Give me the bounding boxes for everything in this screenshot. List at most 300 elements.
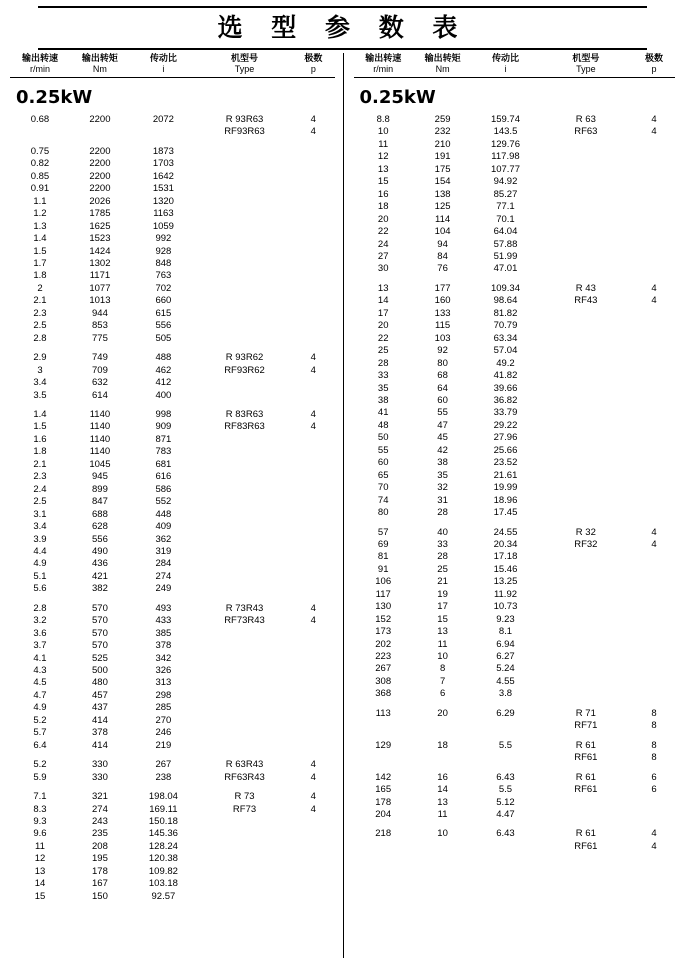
table-row-spacer <box>354 701 676 708</box>
cell-poles: 8 <box>651 707 657 719</box>
cell-output-speed: 15 <box>34 890 46 902</box>
table-row <box>354 576 676 588</box>
table-row <box>354 114 676 126</box>
cell-output-torque: 1140 <box>89 446 111 458</box>
cell-output-torque: 55 <box>437 407 448 419</box>
cell-type <box>539 639 633 651</box>
right-column-header <box>354 53 676 75</box>
cell-ratio: 6.27 <box>496 651 515 663</box>
table-row <box>354 189 676 201</box>
cell-type <box>197 171 292 183</box>
cell-ratio: 362 <box>155 533 172 545</box>
table-row <box>354 295 676 307</box>
cell-output-speed: 5.9 <box>33 771 47 783</box>
cell-output-torque: 31 <box>437 494 448 506</box>
table-row-spacer <box>10 402 335 409</box>
table-row <box>354 495 676 507</box>
cell-output-speed: 3.5 <box>33 389 47 401</box>
cell-poles <box>633 139 675 151</box>
table-row <box>354 395 676 407</box>
table-row <box>10 471 335 483</box>
header-output-torque-cn: 输出转矩 <box>81 53 118 63</box>
cell-output-torque: 208 <box>92 840 108 852</box>
cell-ratio: 342 <box>155 652 172 664</box>
title-rule-bottom <box>38 48 647 50</box>
cell-type: RF73 <box>232 803 257 815</box>
table-row <box>354 564 676 576</box>
cell-output-torque: 382 <box>92 583 108 595</box>
cell-poles <box>633 676 675 688</box>
cell-output-speed: 2 <box>37 282 43 294</box>
cell-type <box>197 853 292 865</box>
cell-output-speed: 4.9 <box>33 702 47 714</box>
cell-type: RF93R62 <box>224 364 265 376</box>
cell-output-speed: 3.4 <box>33 377 47 389</box>
table-row <box>10 521 335 533</box>
table-row <box>10 878 335 890</box>
cell-output-speed: 2.8 <box>33 602 47 614</box>
cell-output-torque: 84 <box>437 250 448 262</box>
cell-output-torque: 19 <box>437 588 448 600</box>
cell-poles: 4 <box>310 759 316 771</box>
table-row <box>10 390 335 402</box>
header-output-torque-unit: Nm <box>435 64 450 74</box>
cell-type <box>197 146 292 158</box>
cell-ratio: 505 <box>155 332 172 344</box>
cell-output-torque: 414 <box>92 739 108 751</box>
cell-ratio: 1873 <box>152 145 174 157</box>
table-row <box>10 677 335 689</box>
cell-type <box>197 878 292 890</box>
cell-output-speed: 4.5 <box>33 677 47 689</box>
cell-ratio: 433 <box>155 615 172 627</box>
cell-output-speed: 9.6 <box>33 828 47 840</box>
cell-type <box>539 663 633 675</box>
header-type-cn: 机型号 <box>572 53 600 63</box>
table-row <box>10 283 335 295</box>
cell-type <box>539 320 633 332</box>
cell-poles <box>292 434 334 446</box>
cell-poles <box>292 841 334 853</box>
cell-output-torque: 2200 <box>89 170 111 182</box>
cell-output-torque: 688 <box>92 508 108 520</box>
cell-poles: 4 <box>310 364 316 376</box>
table-row <box>354 841 676 853</box>
cell-poles <box>633 407 675 419</box>
left-power-label: 0.25kW <box>16 87 93 108</box>
table-row <box>10 816 335 828</box>
cell-type <box>197 640 292 652</box>
cell-output-speed: 74 <box>377 494 389 506</box>
cell-output-speed: 5.2 <box>33 714 47 726</box>
cell-type <box>539 809 633 821</box>
cell-type <box>539 333 633 345</box>
cell-type: R 73 <box>234 791 255 803</box>
spacer-cell <box>354 520 676 527</box>
table-row <box>354 482 676 494</box>
cell-output-torque: 33 <box>437 538 448 550</box>
cell-output-speed: 204 <box>375 809 392 821</box>
cell-type <box>197 283 292 295</box>
cell-type <box>539 601 633 613</box>
cell-output-torque: 175 <box>434 163 451 175</box>
table-row <box>10 459 335 471</box>
cell-poles <box>633 564 675 576</box>
cell-poles: 6 <box>651 784 657 796</box>
spacer-cell <box>354 821 676 828</box>
table-row <box>354 639 676 651</box>
cell-poles <box>633 333 675 345</box>
cell-output-speed: 1.1 <box>33 195 47 207</box>
cell-type <box>197 446 292 458</box>
cell-poles <box>292 628 334 640</box>
cell-ratio: 150.18 <box>148 816 178 828</box>
cell-type: R 61 <box>575 771 596 783</box>
cell-type: RF63R43 <box>224 771 265 783</box>
table-row <box>10 583 335 595</box>
cell-output-speed: 0.82 <box>30 158 50 170</box>
cell-ratio: 18.96 <box>493 494 518 506</box>
header-output-speed-unit: r/min <box>29 64 50 74</box>
table-row <box>10 866 335 878</box>
table-row <box>354 445 676 457</box>
table-row <box>10 571 335 583</box>
table-row <box>10 828 335 840</box>
table-row <box>10 546 335 558</box>
cell-output-torque: 2200 <box>89 183 111 195</box>
cell-ratio: 107.77 <box>490 163 520 175</box>
cell-ratio: 51.99 <box>493 250 518 262</box>
cell-ratio: 8.1 <box>498 626 513 638</box>
cell-poles: 4 <box>310 602 316 614</box>
table-row <box>354 651 676 663</box>
table-row-spacer <box>354 520 676 527</box>
cell-output-speed: 2.3 <box>33 471 47 483</box>
cell-output-torque: 709 <box>92 364 108 376</box>
cell-ratio: 448 <box>155 508 172 520</box>
cell-poles <box>292 377 334 389</box>
cell-ratio: 702 <box>155 282 172 294</box>
header-ratio-unit: i <box>162 64 165 74</box>
table-row <box>10 270 335 282</box>
cell-output-speed: 3.1 <box>33 508 47 520</box>
cell-ratio: 267 <box>155 759 172 771</box>
cell-type: RF61 <box>574 752 598 764</box>
table-row <box>354 457 676 469</box>
cell-ratio: 4.55 <box>496 675 515 687</box>
cell-poles <box>292 546 334 558</box>
cell-output-speed: 2.5 <box>33 320 47 332</box>
cell-type <box>539 226 633 238</box>
table-row-spacer <box>354 821 676 828</box>
cell-type <box>197 258 292 270</box>
table-row <box>10 446 335 458</box>
cell-ratio: 871 <box>155 433 172 445</box>
cell-poles <box>633 151 675 163</box>
cell-type <box>539 239 633 251</box>
cell-output-speed: 129 <box>375 739 392 751</box>
cell-output-torque: 570 <box>92 615 108 627</box>
cell-poles <box>292 246 334 258</box>
cell-output-speed: 65 <box>377 469 389 481</box>
table-row <box>354 251 676 263</box>
cell-output-torque: 1140 <box>89 421 111 433</box>
cell-output-torque: 330 <box>92 759 108 771</box>
page-title: 选 型 参 数 表 <box>217 13 468 42</box>
cell-output-speed: 18 <box>377 201 389 213</box>
cell-output-torque: 775 <box>92 332 108 344</box>
cell-poles: 4 <box>651 538 657 550</box>
cell-output-torque: 853 <box>92 320 108 332</box>
cell-output-torque: 570 <box>92 602 108 614</box>
cell-poles <box>633 308 675 320</box>
table-row <box>354 139 676 151</box>
cell-output-speed: 173 <box>375 626 392 638</box>
cell-output-speed: 33 <box>377 370 389 382</box>
cell-type <box>539 482 633 494</box>
table-row <box>10 615 335 627</box>
cell-type <box>197 196 292 208</box>
cell-output-speed: 3.6 <box>33 627 47 639</box>
cell-output-speed: 0.85 <box>30 170 50 182</box>
table-row <box>354 589 676 601</box>
left-column <box>10 53 343 958</box>
left-data-body <box>10 114 335 903</box>
cell-poles <box>633 809 675 821</box>
cell-type <box>539 370 633 382</box>
cell-output-speed: 308 <box>375 675 392 687</box>
cell-ratio: 81.82 <box>493 307 518 319</box>
cell-output-torque: 138 <box>434 188 451 200</box>
cell-poles: 4 <box>310 791 316 803</box>
cell-poles: 4 <box>651 295 657 307</box>
cell-ratio: 77.1 <box>496 201 515 213</box>
cell-output-torque: 2200 <box>89 114 111 125</box>
cell-poles <box>292 446 334 458</box>
cell-poles <box>633 201 675 213</box>
cell-poles <box>633 383 675 395</box>
cell-ratio: 763 <box>155 270 172 282</box>
cell-output-speed: 218 <box>375 828 392 840</box>
table-row <box>354 470 676 482</box>
cell-type <box>197 816 292 828</box>
cell-output-torque: 60 <box>437 394 448 406</box>
cell-output-speed: 81 <box>377 551 389 563</box>
cell-poles <box>292 878 334 890</box>
cell-ratio: 145.36 <box>148 828 178 840</box>
table-row <box>10 759 335 771</box>
table-row <box>354 201 676 213</box>
header-output-speed-unit: r/min <box>373 64 394 74</box>
header-type-unit: Type <box>234 64 255 74</box>
table-row-spacer <box>10 345 335 352</box>
cell-output-torque: 259 <box>434 114 451 125</box>
cell-poles <box>292 665 334 677</box>
cell-type <box>539 576 633 588</box>
cell-poles <box>292 459 334 471</box>
cell-ratio: 33.79 <box>493 407 518 419</box>
cell-type <box>197 509 292 521</box>
cell-output-torque: 436 <box>92 558 108 570</box>
cell-output-torque: 1045 <box>89 458 111 470</box>
cell-output-speed: 3.2 <box>33 615 47 627</box>
cell-type <box>539 589 633 601</box>
table-row <box>10 183 335 195</box>
table-row <box>10 308 335 320</box>
cell-ratio: 998 <box>155 408 172 420</box>
cell-poles <box>292 171 334 183</box>
cell-type: R 93R62 <box>225 352 264 364</box>
cell-type <box>539 688 633 700</box>
cell-ratio: 41.82 <box>493 370 518 382</box>
cell-output-torque: 21 <box>437 576 448 588</box>
cell-poles <box>292 866 334 878</box>
table-row <box>10 409 335 421</box>
cell-ratio: 409 <box>155 521 172 533</box>
cell-type <box>539 345 633 357</box>
cell-output-torque: 17 <box>437 601 448 613</box>
header-output-torque-unit: Nm <box>92 64 107 74</box>
cell-output-speed: 14 <box>34 878 46 890</box>
cell-output-torque: 632 <box>92 377 108 389</box>
cell-poles <box>633 688 675 700</box>
cell-output-torque: 2026 <box>89 195 111 207</box>
cell-ratio: 120.38 <box>148 853 178 865</box>
table-row <box>10 772 335 784</box>
cell-poles <box>633 639 675 651</box>
cell-poles <box>292 558 334 570</box>
cell-output-speed: 1.4 <box>33 233 47 245</box>
spacer-cell <box>10 784 335 791</box>
cell-poles <box>633 797 675 809</box>
cell-poles <box>633 432 675 444</box>
cell-output-speed: 50 <box>377 432 389 444</box>
cell-type <box>539 151 633 163</box>
cell-output-torque: 1424 <box>89 245 111 257</box>
table-row <box>10 841 335 853</box>
cell-ratio: 128.24 <box>148 840 178 852</box>
cell-ratio: 198.04 <box>148 791 178 803</box>
cell-output-speed: 152 <box>375 613 392 625</box>
cell-type <box>539 407 633 419</box>
table-row <box>10 558 335 570</box>
cell-ratio: 219 <box>155 739 172 751</box>
cell-ratio: 70.1 <box>496 213 515 225</box>
cell-output-speed: 25 <box>377 345 389 357</box>
table-row-spacer <box>10 139 335 146</box>
cell-poles <box>633 457 675 469</box>
cell-ratio: 274 <box>155 570 172 582</box>
cell-type <box>197 471 292 483</box>
table-row-spacer <box>10 784 335 791</box>
cell-poles: 4 <box>651 840 657 852</box>
cell-output-torque: 1785 <box>89 208 111 220</box>
cell-output-torque: 16 <box>437 771 448 783</box>
cell-poles <box>633 601 675 613</box>
cell-ratio: 586 <box>155 483 172 495</box>
cell-output-torque: 14 <box>437 784 448 796</box>
header-poles-cn: 极数 <box>645 53 664 63</box>
cell-output-torque: 133 <box>434 307 451 319</box>
cell-type <box>539 797 633 809</box>
cell-output-torque: 749 <box>92 352 108 364</box>
cell-output-torque: 191 <box>434 151 451 163</box>
cell-type: RF93R63 <box>224 126 265 138</box>
table-row <box>354 527 676 539</box>
cell-ratio <box>472 841 538 853</box>
cell-ratio: 249 <box>155 583 172 595</box>
cell-output-torque: 10 <box>437 651 448 663</box>
table-row-spacer <box>10 596 335 603</box>
cell-type: RF43 <box>574 295 598 307</box>
table-row <box>354 176 676 188</box>
cell-poles <box>633 320 675 332</box>
cell-output-torque: 500 <box>92 665 108 677</box>
cell-ratio: 11.92 <box>493 588 518 600</box>
cell-poles: 4 <box>651 126 657 138</box>
table-row <box>354 151 676 163</box>
cell-ratio: 556 <box>155 320 172 332</box>
cell-type: RF73R43 <box>224 615 265 627</box>
table-row <box>10 158 335 170</box>
cell-output-torque: 330 <box>92 771 108 783</box>
cell-ratio: 15.46 <box>493 563 518 575</box>
cell-poles <box>292 891 334 903</box>
cell-poles <box>633 164 675 176</box>
cell-type: R 93R63 <box>225 114 264 125</box>
cell-ratio: 129.76 <box>490 138 520 150</box>
cell-ratio: 36.82 <box>493 394 518 406</box>
cell-poles <box>633 651 675 663</box>
cell-poles <box>292 816 334 828</box>
table-row <box>354 320 676 332</box>
cell-type <box>197 665 292 677</box>
cell-poles: 4 <box>310 114 316 125</box>
cell-type <box>197 390 292 402</box>
cell-output-speed: 5.2 <box>33 759 47 771</box>
cell-type <box>197 308 292 320</box>
cell-poles <box>292 196 334 208</box>
cell-type <box>197 183 292 195</box>
cell-type <box>197 841 292 853</box>
table-row <box>354 720 676 732</box>
cell-poles <box>292 521 334 533</box>
cell-output-speed: 178 <box>375 796 392 808</box>
cell-ratio: 5.5 <box>498 739 513 751</box>
cell-output-torque: 421 <box>92 570 108 582</box>
cell-type <box>539 383 633 395</box>
header-type-unit: Type <box>576 64 596 74</box>
cell-output-speed <box>354 841 413 853</box>
spacer-cell <box>10 402 335 409</box>
table-row <box>354 772 676 784</box>
header-output-torque-cn: 输出转矩 <box>424 53 461 63</box>
table-row <box>10 603 335 615</box>
cell-output-torque: 154 <box>434 176 451 188</box>
cell-type: R 32 <box>575 526 596 538</box>
table-row <box>10 891 335 903</box>
cell-poles: 8 <box>651 720 657 732</box>
cell-ratio <box>472 752 538 764</box>
cell-poles <box>292 308 334 320</box>
cell-output-torque: 104 <box>434 226 451 238</box>
cell-output-torque: 38 <box>437 457 448 469</box>
table-row <box>354 688 676 700</box>
cell-poles <box>292 471 334 483</box>
cell-poles <box>292 690 334 702</box>
cell-type <box>197 521 292 533</box>
cell-ratio: 270 <box>155 714 172 726</box>
